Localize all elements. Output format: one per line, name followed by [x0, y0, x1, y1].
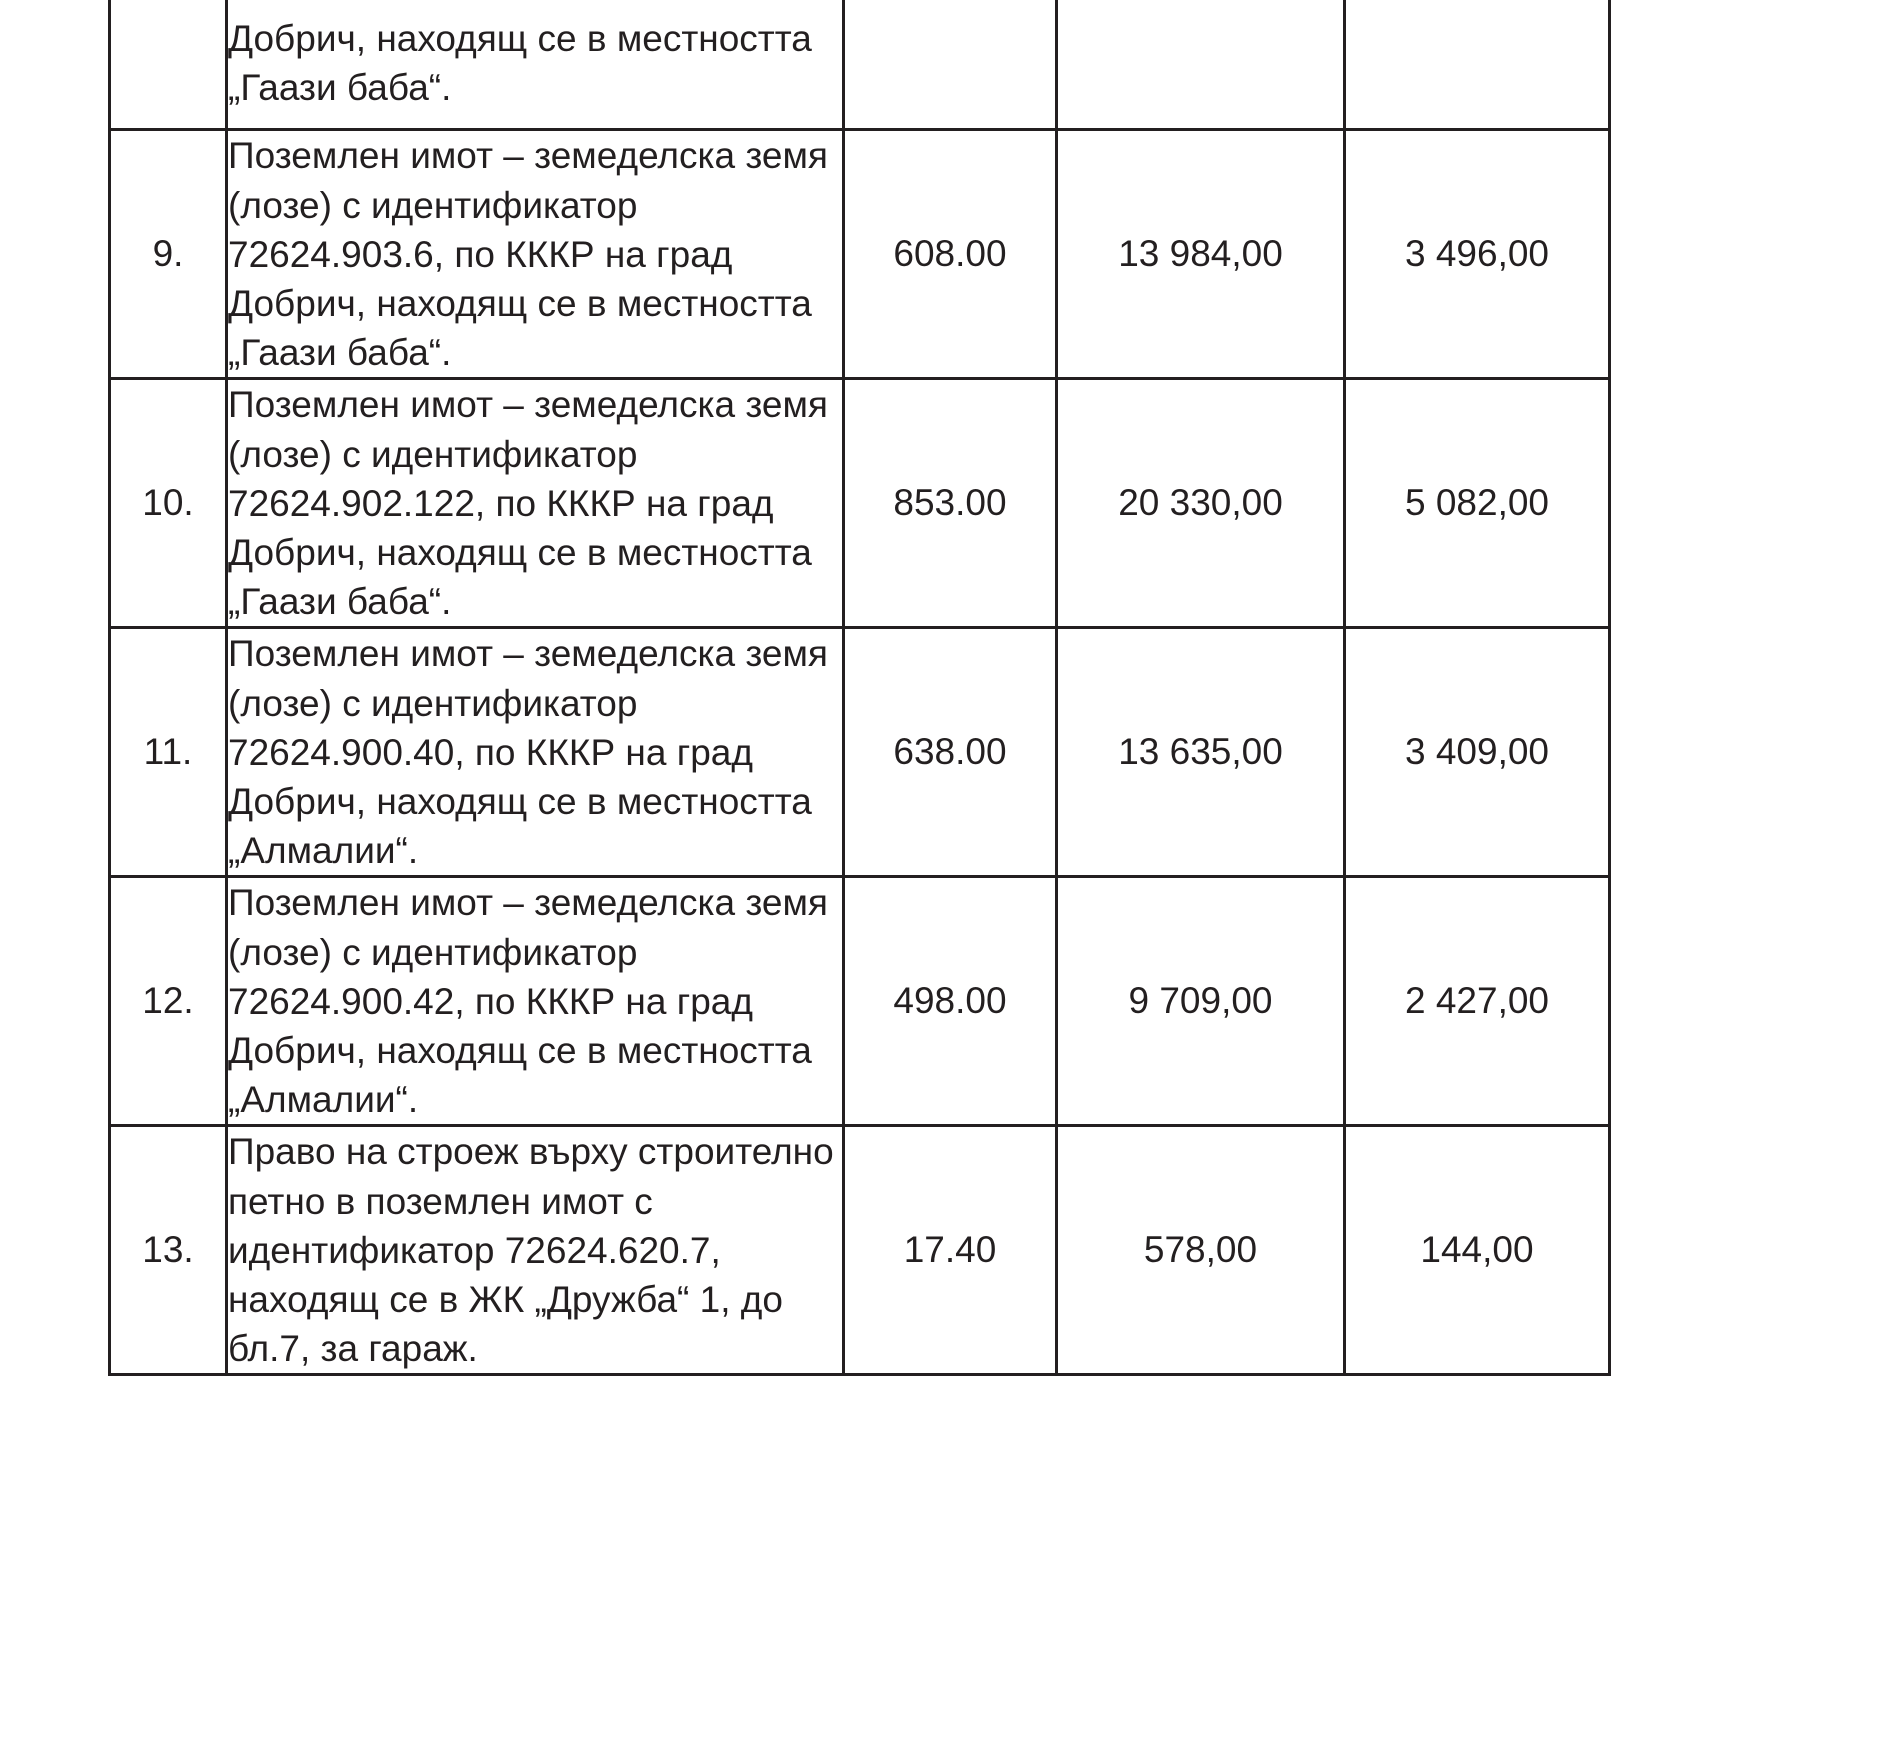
- table-row: [110, 0, 1610, 130]
- row-description-cell: [227, 1126, 844, 1375]
- description-line: Поземлен имот – земеделска земя: [228, 882, 828, 924]
- row-start-price-cell: 5 082,00: [1345, 379, 1610, 628]
- row-area-cell: 638.00: [844, 628, 1057, 877]
- table-row: [110, 628, 1610, 877]
- description-line: „Гаази баба“.: [228, 581, 452, 623]
- description-line: Добрич, находящ се в местността: [228, 1030, 812, 1072]
- row-tax-value-cell: 13 984,00: [1057, 130, 1345, 379]
- row-start-price-cell: 3 496,00: [1345, 130, 1610, 379]
- description-line: Право на строеж върху строително: [228, 1131, 834, 1173]
- row-index-cell: 10.: [110, 379, 227, 628]
- table-row: [110, 1126, 1610, 1375]
- row-start-price-cell: 3 409,00: [1345, 628, 1610, 877]
- row-index-cell: [110, 0, 227, 130]
- description-line: Поземлен имот – земеделска земя: [228, 135, 828, 177]
- row-description-cell: [227, 379, 844, 628]
- description-line: 72624.900.42, по КККР на град: [228, 980, 753, 1022]
- row-index-cell: 13.: [110, 1126, 227, 1375]
- row-start-price-cell: [1345, 0, 1610, 130]
- description-line: петно в поземлен имот с: [228, 1180, 653, 1222]
- row-tax-value-cell: 13 635,00: [1057, 628, 1345, 877]
- table-row: [110, 877, 1610, 1126]
- table-row: [110, 130, 1610, 379]
- property-list-table: [108, 0, 1611, 1376]
- row-description-cell: [227, 628, 844, 877]
- description-line: Добрич, находящ се в местността: [228, 781, 812, 823]
- description-line: „Гаази баба“.: [228, 67, 452, 109]
- row-description-cell: [227, 877, 844, 1126]
- description-line: 72624.902.122, по КККР на град: [228, 482, 774, 524]
- row-description-cell: [227, 130, 844, 379]
- row-area-cell: 608.00: [844, 130, 1057, 379]
- row-area-cell: 853.00: [844, 379, 1057, 628]
- description-line: находящ се в ЖК „Дружба“ 1, до: [228, 1279, 783, 1321]
- description-line: „Алмалии“.: [228, 1079, 419, 1121]
- row-index-cell: 11.: [110, 628, 227, 877]
- row-tax-value-cell: 9 709,00: [1057, 877, 1345, 1126]
- description-line: Поземлен имот – земеделска земя: [228, 633, 828, 675]
- description-line: (лозе) с идентификатор: [228, 931, 638, 973]
- row-area-cell: [844, 0, 1057, 130]
- row-description-cell: [227, 0, 844, 130]
- description-line: Поземлен имот – земеделска земя: [228, 384, 828, 426]
- description-line: Добрич, находящ се в местността: [228, 532, 812, 574]
- row-index-cell: 12.: [110, 877, 227, 1126]
- row-start-price-cell: 2 427,00: [1345, 877, 1610, 1126]
- description-line: бл.7, за гараж.: [228, 1328, 478, 1370]
- table-row: [110, 379, 1610, 628]
- description-line: 72624.900.40, по КККР на град: [228, 731, 753, 773]
- table-body: [110, 0, 1610, 1375]
- description-line: Добрич, находящ се в местността: [228, 283, 812, 325]
- row-tax-value-cell: 20 330,00: [1057, 379, 1345, 628]
- row-start-price-cell: 144,00: [1345, 1126, 1610, 1375]
- description-line: „Гаази баба“.: [228, 332, 452, 374]
- row-tax-value-cell: 578,00: [1057, 1126, 1345, 1375]
- row-area-cell: 17.40: [844, 1126, 1057, 1375]
- description-line: идентификатор 72624.620.7,: [228, 1229, 721, 1271]
- description-line: (лозе) с идентификатор: [228, 184, 638, 226]
- row-tax-value-cell: [1057, 0, 1345, 130]
- description-line: Добрич, находящ се в местността: [228, 18, 812, 59]
- description-line: „Алмалии“.: [228, 830, 419, 872]
- row-area-cell: 498.00: [844, 877, 1057, 1126]
- row-index-cell: 9.: [110, 130, 227, 379]
- description-line: (лозе) с идентификатор: [228, 682, 638, 724]
- description-line: (лозе) с идентификатор: [228, 433, 638, 475]
- description-line: 72624.903.6, по КККР на град: [228, 233, 733, 275]
